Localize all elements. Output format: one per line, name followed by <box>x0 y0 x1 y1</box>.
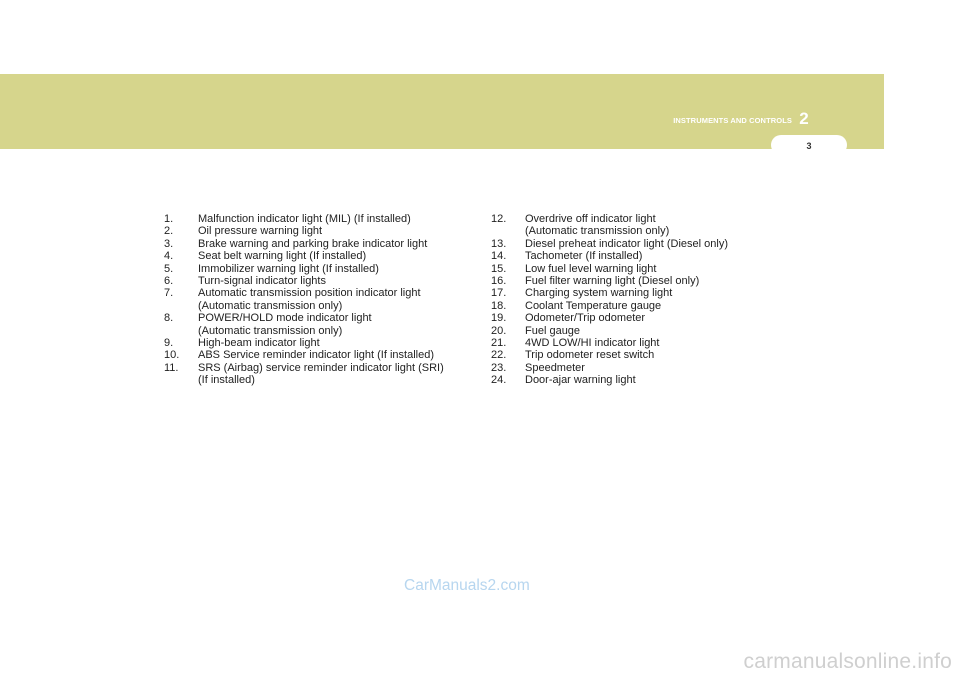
list-item-number: 23. <box>491 361 507 374</box>
list-item <box>491 374 751 386</box>
chapter-number: 2 <box>799 109 809 128</box>
list-item-number: 6. <box>164 275 174 288</box>
list-item-continuation: (Automatic transmission only) <box>198 299 343 312</box>
list-item <box>164 238 454 250</box>
list-item-text: Turn-signal indicator lights <box>198 275 326 288</box>
list-item-text: 4WD LOW/HI indicator light <box>525 337 660 350</box>
list-item <box>164 225 454 237</box>
list-item <box>164 362 454 387</box>
list-item-text: SRS (Airbag) service reminder indicator light (SRI) <box>198 361 444 374</box>
watermark-text: CarManuals2.com <box>404 577 530 594</box>
section-title: INSTRUMENTS AND CONTROLS <box>673 116 792 125</box>
list-item-text: Low fuel level warning light <box>525 262 657 275</box>
list-item-number: 15. <box>491 262 507 275</box>
list-item-text: Trip odometer reset switch <box>525 349 655 362</box>
list-item <box>491 300 751 312</box>
list-item-text: Odometer/Trip odometer <box>525 312 646 325</box>
list-item-continuation: (Automatic transmission only) <box>525 225 670 238</box>
header-band <box>0 74 884 149</box>
list-item-number: 17. <box>491 287 507 300</box>
list-item <box>491 213 751 238</box>
list-item-number: 9. <box>164 337 174 350</box>
list-item-number: 2. <box>164 225 174 238</box>
list-item-number: 18. <box>491 299 507 312</box>
list-item-number: 8. <box>164 312 174 325</box>
list-item <box>491 263 751 275</box>
list-item-number: 4. <box>164 250 174 263</box>
list-item-text: ABS Service reminder indicator light (If installed) <box>198 349 434 362</box>
list-item-continuation: (Automatic transmission only) <box>198 324 343 337</box>
list-item-text: Seat belt warning light (If installed) <box>198 250 367 263</box>
list-item-text: Charging system warning light <box>525 287 673 300</box>
list-item-text: High-beam indicator light <box>198 337 320 350</box>
list-item <box>164 213 454 225</box>
list-item-text: Malfunction indicator light (MIL) (If installed) <box>198 213 411 225</box>
list-item <box>164 349 454 361</box>
list-item-number: 7. <box>164 287 174 300</box>
footer-logo: carmanualsonline.info <box>743 650 952 673</box>
list-item <box>491 337 751 349</box>
list-item-text: Immobilizer warning light (If installed) <box>198 262 379 275</box>
page-number: 3 <box>806 141 812 151</box>
list-item <box>491 238 751 250</box>
list-item-text: Brake warning and parking brake indicator light <box>198 237 428 250</box>
list-item-number: 22. <box>491 349 507 362</box>
list-item-number: 21. <box>491 337 507 350</box>
list-item <box>491 250 751 262</box>
list-item-text: Fuel gauge <box>525 324 581 337</box>
list-item-number: 19. <box>491 312 507 325</box>
list-item-number: 13. <box>491 237 507 250</box>
list-item-number: 5. <box>164 262 174 275</box>
list-item <box>164 263 454 275</box>
list-item-text: Diesel preheat indicator light (Diesel only) <box>525 237 728 250</box>
list-item-number: 16. <box>491 275 507 288</box>
list-item <box>491 325 751 337</box>
list-item-text: Tachometer (If installed) <box>525 250 643 263</box>
list-item-number: 14. <box>491 250 507 263</box>
list-item-number: 3. <box>164 237 174 250</box>
list-item <box>491 312 751 324</box>
indicator-list-right <box>491 213 751 387</box>
indicator-list-left <box>164 213 454 387</box>
list-item-text: Coolant Temperature gauge <box>525 299 662 312</box>
list-item-text: Door-ajar warning light <box>525 374 636 387</box>
list-item-text: Overdrive off indicator light <box>525 213 656 225</box>
list-item <box>164 287 454 312</box>
list-item-text: POWER/HOLD mode indicator light <box>198 312 372 325</box>
list-item <box>491 275 751 287</box>
list-item-text: Oil pressure warning light <box>198 225 323 238</box>
list-item-text: Fuel filter warning light (Diesel only) <box>525 275 700 288</box>
list-item <box>491 349 751 361</box>
list-item-text: Speedmeter <box>525 361 585 374</box>
list-item <box>491 362 751 374</box>
list-item <box>164 250 454 262</box>
list-item <box>164 337 454 349</box>
list-item-number: 1. <box>164 213 174 225</box>
list-item <box>491 287 751 299</box>
list-item-continuation: (If installed) <box>198 374 255 387</box>
list-item-number: 10. <box>164 349 180 362</box>
list-item <box>164 312 454 337</box>
list-item-number: 12. <box>491 213 507 225</box>
list-item <box>164 275 454 287</box>
list-item-text: Automatic transmission position indicator light <box>198 287 421 300</box>
list-item-number: 20. <box>491 324 507 337</box>
list-item-number: 24. <box>491 374 507 387</box>
list-item-number: 11. <box>164 361 179 374</box>
